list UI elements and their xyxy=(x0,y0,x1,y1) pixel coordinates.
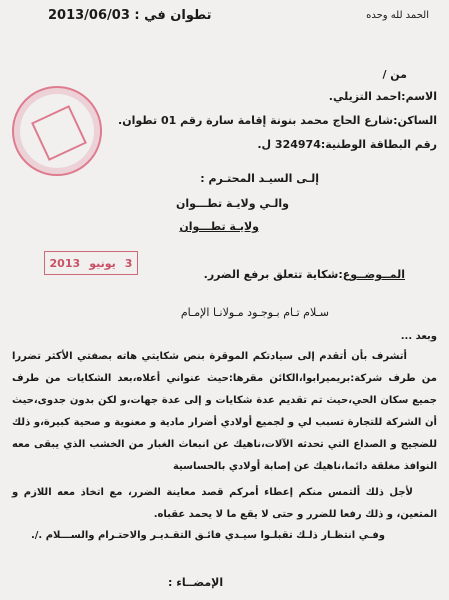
date-stamp xyxy=(44,251,138,275)
body-paragraph-1: أتشرف بأن أتقدم إلى سيادتكم الموقرة بنص شكايتي هاته بصفتي الأكثر تضررا من طرف شركة:بريميرابوا،الكائن مقرها:حيث عنواني أعلاه،بعد الشكايات من طرف جميع سكان الحي،حيث تم تقديم عدة شكايات و إلى عدة جهات،و لكن بدون جدوى،حيث أن الشركة للتجارة تسبب لي و لجميع أولادي أضرار مادية و معنوية و صحية كبيرة،و ذلك للضجيج و الصداع التي تحدثه الآلات،ناهيك عن انبعاث الغبار من الخشب الذي يبقى معه النوافذ مغلقة دائما،ناهيك عن إصابة أولادي بالحساسية xyxy=(12,351,437,472)
official-seal-stamp xyxy=(12,86,102,176)
recipient-to: إلـى السيـد المحتـرم : xyxy=(200,172,319,185)
from-label: من / xyxy=(382,68,407,81)
date-stamp-month: يونيو xyxy=(89,256,116,270)
recipient-wilaya: ولايـة تطـــوان xyxy=(179,220,259,233)
sender-name: الاسم:احمد التزيلي. xyxy=(328,90,437,103)
greeting: سـلام تـام بـوجـود مـولانـا الإمـام xyxy=(180,306,329,319)
date-stamp-year: 2013 xyxy=(49,256,81,270)
date-stamp-day: 3 xyxy=(124,256,133,270)
recipient-wali: والـي ولايـة تطـــوان xyxy=(175,197,289,210)
subject-label: المــوضــوع xyxy=(342,268,405,281)
sender-address: الساكن:شارع الحاج محمد بنونة إقامة سارة رقم 01 تطوان. xyxy=(118,114,437,127)
signature-label: الإمضــاء : xyxy=(168,576,224,589)
subject-line xyxy=(204,268,405,281)
subject-text: :شكاية تتعلق برفع الضرر. xyxy=(203,268,343,281)
seal-center-emblem xyxy=(31,105,87,161)
sender-id-card: رقم البطاقة الوطنية:324974 ل. xyxy=(257,138,437,151)
date-line: تطوان في : 2013/06/03 xyxy=(48,8,212,23)
basmala: الحمد لله وحده xyxy=(366,10,429,21)
body-paragraph-3: وفـي انتظـار ذلـك تقبلـوا سيـدي فائـق التقـديـر والاحتـرام والســـلام ./. xyxy=(30,530,385,541)
after-greeting: وبعد ... xyxy=(400,331,437,342)
body-paragraph-2: لأجل ذلك ألتمس منكم إعطاء أمركم قصد معاينة الضرر، مع اتخاذ معه اللازم و المتعين، و ذلك رفعا للضرر و حتى لا يقع ما لا يحمد عقباه. xyxy=(12,487,437,520)
